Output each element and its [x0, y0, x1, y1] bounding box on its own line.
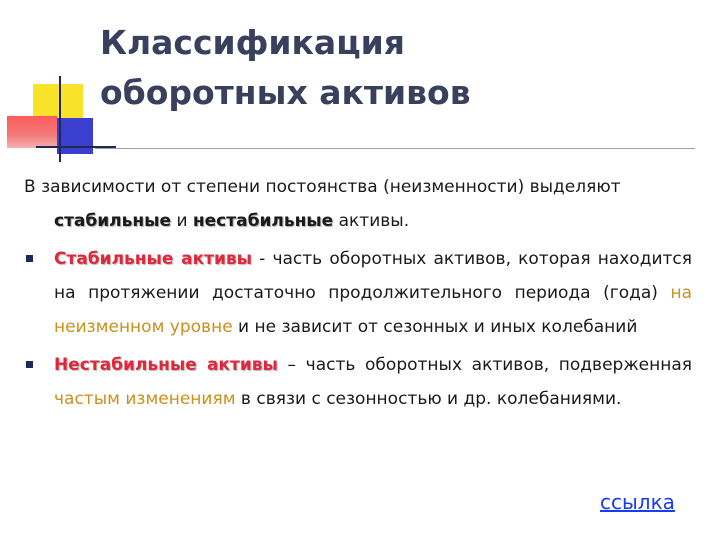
intro-paragraph	[24, 170, 692, 204]
unstable-highlight: частым изменениям	[54, 389, 236, 409]
slide-title-line-1: Классификация	[100, 23, 405, 62]
stable-term: Стабильные активы	[54, 249, 253, 269]
intro-text: В зависимости от степени постоянства (неизменности) выделяют	[24, 177, 621, 197]
decor-vertical-line	[59, 76, 61, 162]
reference-link[interactable]: ссылка	[600, 490, 675, 514]
stable-text-1: - часть оборотных активов, которая находится на протяжении достаточно продолжительного периода (года)	[54, 249, 692, 303]
intro-paragraph-continued	[24, 204, 692, 238]
intro-and: и	[171, 211, 193, 231]
unstable-term: Нестабильные активы	[54, 355, 278, 375]
stable-highlight: на неизменном уровне	[54, 283, 692, 337]
unstable-definition	[54, 348, 692, 416]
square-bullet-icon	[26, 255, 33, 262]
unstable-text-1: – часть оборотных активов, подверженная	[277, 355, 692, 375]
stable-text-2: и не зависит от сезонных и иных колебаний	[232, 317, 638, 337]
slide-title-line-2: оборотных активов	[100, 73, 471, 112]
unstable-text-2: в связи с сезонностью и др. колебаниями.	[235, 389, 622, 409]
decor-red-rectangle	[7, 116, 57, 148]
slide-title	[100, 18, 471, 118]
decor-blue-square	[57, 118, 93, 154]
intro-stable-term: стабильные	[54, 211, 172, 231]
stable-definition	[54, 242, 692, 344]
list-item-unstable	[24, 348, 692, 416]
slide-body	[24, 170, 692, 416]
intro-unstable-term: нестабильные	[192, 211, 334, 231]
intro-tail: активы.	[333, 211, 410, 231]
title-underline-rule	[95, 148, 695, 149]
square-bullet-icon	[26, 361, 33, 368]
list-item-stable	[24, 242, 692, 344]
